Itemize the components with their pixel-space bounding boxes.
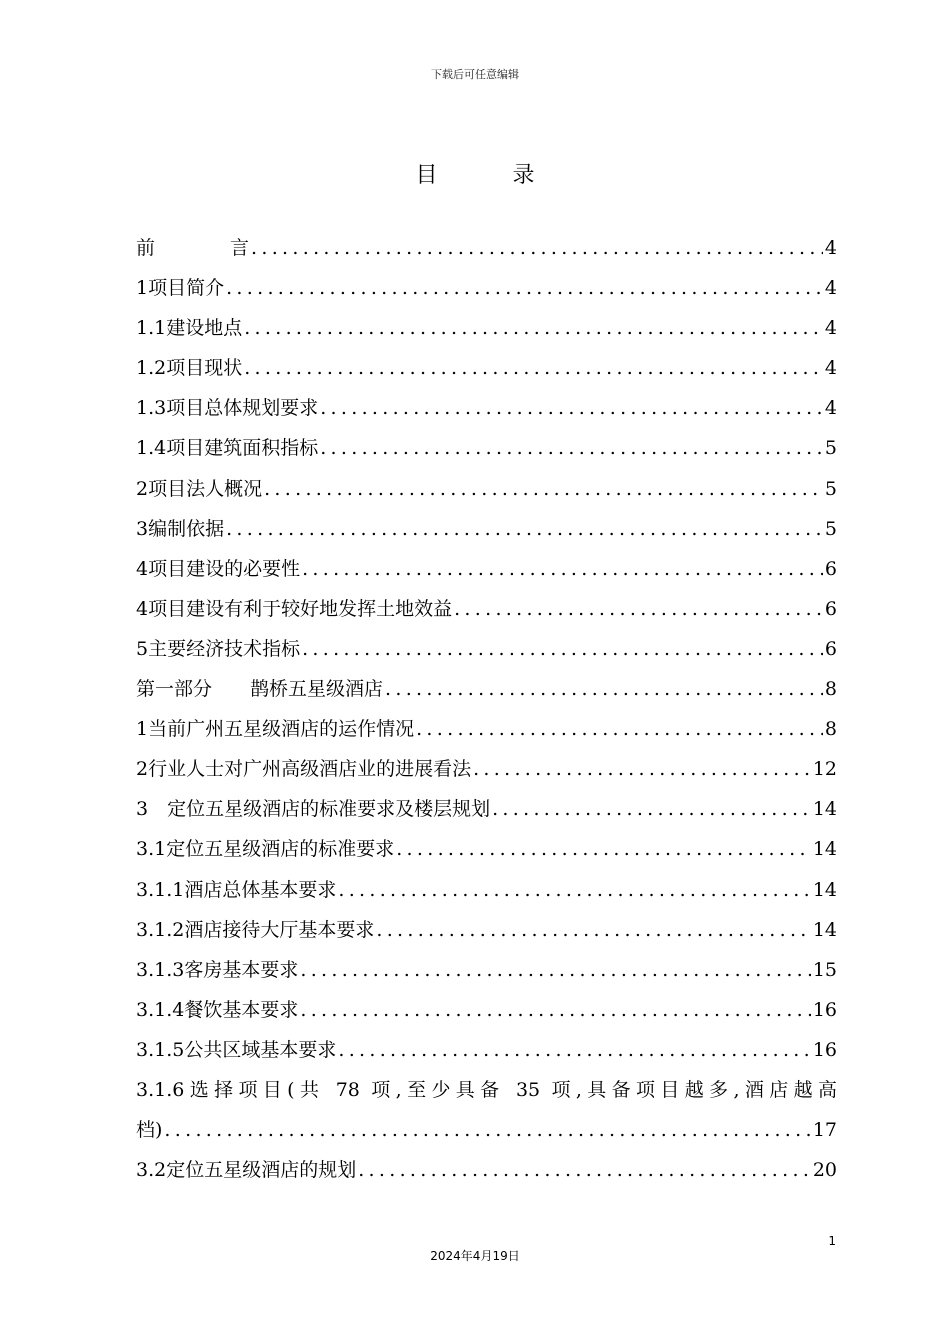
toc-entry-label: 1.2项目现状: [136, 357, 243, 380]
toc-entry-label: 3 定位五星级酒店的标准要求及楼层规划: [136, 798, 491, 821]
dot-leader: [385, 669, 823, 709]
dot-leader: [376, 910, 810, 950]
dot-leader: [164, 1110, 810, 1150]
toc-entry[interactable]: [136, 428, 837, 468]
toc-entry-page: 5: [824, 437, 837, 460]
toc-entry-page: 4: [824, 237, 837, 259]
toc-entry[interactable]: [136, 990, 837, 1030]
toc-entry[interactable]: [136, 749, 837, 789]
toc-title-right: 录: [512, 163, 535, 188]
toc-entry-label: 3.1.1酒店总体基本要求: [136, 878, 337, 901]
toc-entry-page: 6: [824, 637, 837, 660]
dot-leader: [454, 589, 823, 629]
toc-entry-page: 14: [812, 838, 837, 861]
toc-entry[interactable]: [136, 549, 837, 589]
dot-leader: [492, 789, 811, 829]
toc-entry-label: 3.1.4餐饮基本要求: [136, 998, 299, 1021]
dot-leader: [396, 829, 811, 869]
dot-leader: [226, 268, 823, 308]
toc-entry[interactable]: [136, 709, 837, 749]
toc-entry-page: 14: [812, 878, 837, 901]
toc-entry-page: 4: [824, 397, 837, 420]
dot-leader: [473, 749, 811, 789]
toc-entry-label: 2项目法人概况: [136, 477, 263, 500]
dot-leader: [302, 549, 823, 589]
toc-entry-label: 3.2定位五星级酒店的规划: [136, 1159, 357, 1182]
dot-leader: [264, 469, 823, 509]
toc-entry-label: 4项目建设的必要性: [136, 557, 301, 580]
dot-leader: [300, 990, 810, 1030]
toc-entry[interactable]: [136, 469, 837, 509]
toc-entry-page: 6: [824, 557, 837, 580]
toc-entry-label: 1.4项目建筑面积指标: [136, 437, 319, 460]
toc-entry-page: 4: [824, 277, 837, 300]
toc-entry-preface[interactable]: [136, 228, 837, 268]
toc-entry[interactable]: [136, 1030, 837, 1070]
toc-entry-page: 16: [812, 998, 837, 1021]
toc-entry[interactable]: [136, 789, 837, 829]
dot-leader: [338, 870, 810, 910]
dot-leader: [302, 629, 823, 669]
dot-leader: [251, 228, 823, 268]
toc-entry-label: 1项目简介: [136, 277, 225, 300]
toc-entry-label: 1.1建设地点: [136, 317, 243, 340]
header-note: 下载后可任意编辑: [431, 68, 519, 81]
toc-entry-label: 2行业人士对广州高级酒店业的进展看法: [136, 758, 472, 781]
dot-leader: [300, 950, 810, 990]
toc-entry-label: 4项目建设有利于较好地发挥土地效益: [136, 597, 453, 620]
dot-leader: [320, 428, 823, 468]
toc-entry-page: 5: [824, 517, 837, 540]
toc-entry[interactable]: [136, 870, 837, 910]
page-number: 1: [828, 1234, 836, 1248]
toc-entry-page: 5: [824, 477, 837, 500]
dot-leader: [320, 388, 823, 428]
table-of-contents: [136, 228, 837, 1190]
toc-entry[interactable]: [136, 910, 837, 950]
toc-entry-page: 16: [812, 1038, 837, 1061]
dot-leader: [244, 308, 823, 348]
toc-entry-label: 3.1定位五星级酒店的标准要求: [136, 838, 395, 861]
toc-entry-label: 3.1.6选择项目(共 78 项,至少具备 35 项,具备项目越多,酒店越高: [136, 1078, 837, 1101]
toc-entry[interactable]: [136, 829, 837, 869]
toc-entry-wrapped-line1[interactable]: [136, 1070, 837, 1110]
toc-entry[interactable]: [136, 589, 837, 629]
toc-entry[interactable]: [136, 348, 837, 388]
toc-entry-page: 6: [824, 597, 837, 620]
toc-entry-label: 3编制依据: [136, 517, 225, 540]
toc-entry-label: 3.1.3客房基本要求: [136, 958, 299, 981]
toc-entry-label: 前 言: [136, 237, 250, 259]
footer-date: 2024年4月19日: [430, 1249, 520, 1263]
toc-entry-label: 1当前广州五星级酒店的运作情况: [136, 718, 415, 741]
toc-entry-label: 1.3项目总体规划要求: [136, 397, 319, 420]
toc-entry[interactable]: [136, 308, 837, 348]
dot-leader: [358, 1150, 811, 1190]
dot-leader: [244, 348, 823, 388]
toc-entry[interactable]: [136, 950, 837, 990]
toc-entry-page: 17: [812, 1119, 837, 1142]
dot-leader: [338, 1030, 810, 1070]
toc-entry-page: 8: [824, 718, 837, 741]
toc-entry-page: 14: [812, 798, 837, 821]
toc-title-left: 目: [415, 163, 438, 188]
toc-entry-page: 4: [824, 317, 837, 340]
toc-entry[interactable]: [136, 388, 837, 428]
toc-entry-page: 4: [824, 357, 837, 380]
toc-entry-page: 15: [812, 958, 837, 981]
toc-entry-wrapped-line2[interactable]: [136, 1110, 837, 1150]
toc-entry-label: 3.1.2酒店接待大厅基本要求: [136, 918, 375, 941]
toc-entry-page: 12: [812, 758, 837, 781]
toc-entry-page: 20: [812, 1159, 837, 1182]
dot-leader: [416, 709, 823, 749]
dot-leader: [226, 509, 823, 549]
toc-entry-last[interactable]: [136, 1150, 837, 1190]
toc-entry-label: 3.1.5公共区域基本要求: [136, 1038, 337, 1061]
toc-entry[interactable]: [136, 268, 837, 308]
toc-entry-label: 5主要经济技术指标: [136, 637, 301, 660]
toc-entry[interactable]: [136, 669, 837, 709]
toc-entry[interactable]: [136, 509, 837, 549]
toc-entry-page: 8: [824, 678, 837, 701]
toc-entry-label: 档): [136, 1119, 163, 1142]
toc-entry[interactable]: [136, 629, 837, 669]
toc-title: [0, 158, 950, 189]
toc-entry-page: 14: [812, 918, 837, 941]
toc-entry-label: 第一部分 鹊桥五星级酒店: [136, 678, 384, 701]
